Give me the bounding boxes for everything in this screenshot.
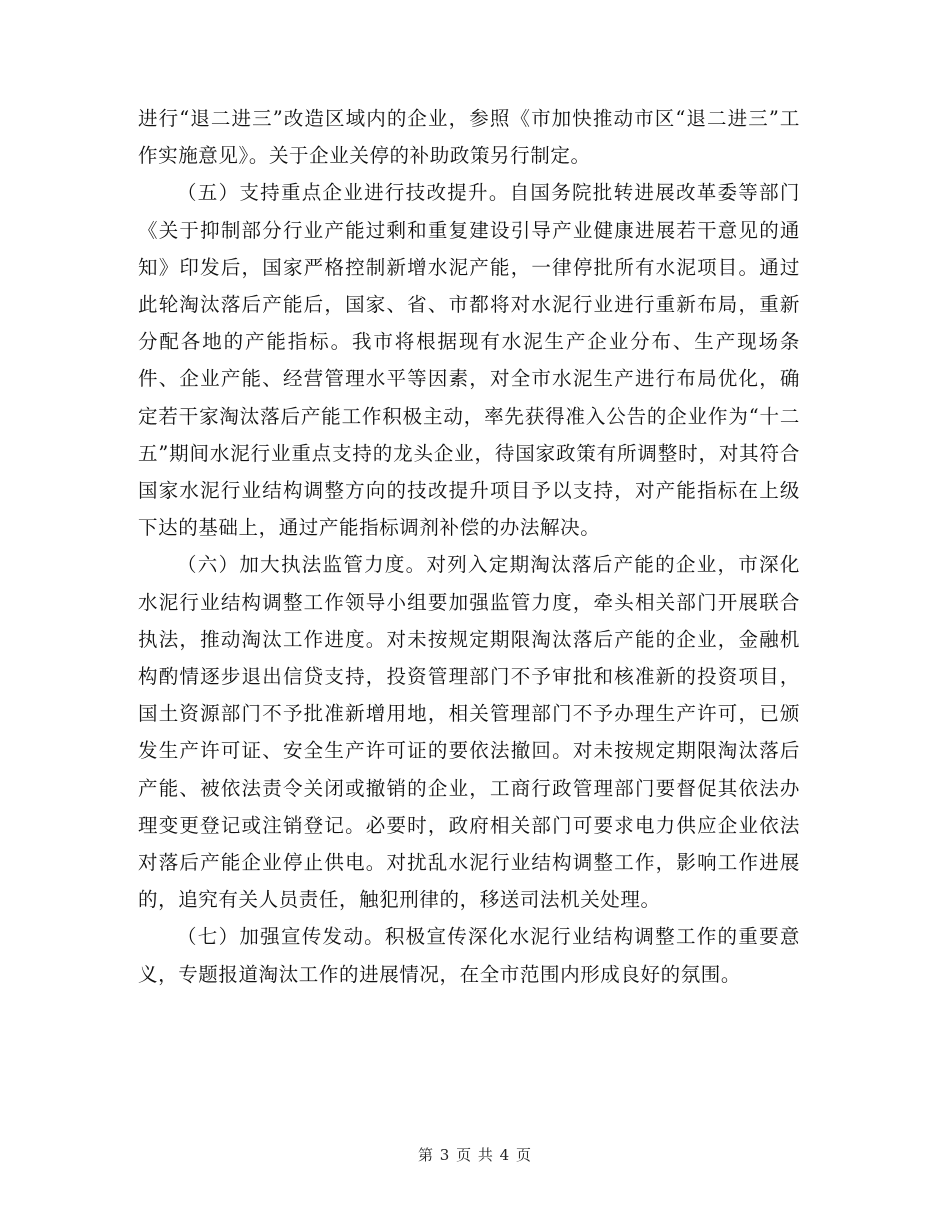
paragraph-section-6: （六）加大执法监管力度。对列入定期淘汰落后产能的企业，市深化水泥行业结构调整工作领导小组要加强监管力度，牵头相关部门开展联合执法，推动淘汰工作进度。对未按规定期限淘汰落后产能的企业，金融机构酌情逐步退出信贷支持，投资管理部门不予审批和核准新的投资项目，国土资源部门不予批准新增用地，相关管理部门不予办理生产许可，已颁发生产许可证、安全生产许可证的要依法撤回。对未按规定期限淘汰落后产能、被依法责令关闭或撤销的企业，工商行政管理部门要督促其依法办理变更登记或注销登记。必要时，政府相关部门可要求电力供应企业依法对落后产能企业停止供电。对扰乱水泥行业结构调整工作，影响工作进展的，追究有关人员责任，触犯刑律的，移送司法机关处理。 xyxy=(138,553,800,912)
paragraph-continuation: 进行“退二进三”改造区域内的企业，参照《市加快推动市区“退二进三”工作实施意见》。关于企业关停的补助政策另行制定。 xyxy=(138,107,800,168)
paragraph-section-7: （七）加强宣传发动。积极宣传深化水泥行业结构调整工作的重要意义，专题报道淘汰工作的进展情况，在全市范围内形成良好的氛围。 xyxy=(138,925,800,986)
document-body xyxy=(138,100,800,993)
paragraph-section-5: （五）支持重点企业进行技改提升。自国务院批转进展改革委等部门《关于抑制部分行业产能过剩和重复建设引导产业健康进展若干意见的通知》印发后，国家严格控制新增水泥产能，一律停批所有水泥项目。通过此轮淘汰落后产能后，国家、省、市都将对水泥行业进行重新布局，重新分配各地的产能指标。我市将根据现有水泥生产企业分布、生产现场条件、企业产能、经营管理水平等因素，对全市水泥生产进行布局优化，确定若干家淘汰落后产能工作积极主动，率先获得准入公告的企业作为“十二五”期间水泥行业重点支持的龙头企业，待国家政策有所调整时，对其符合国家水泥行业结构调整方向的技改提升项目予以支持，对产能指标在上级下达的基础上，通过产能指标调剂补偿的办法解决。 xyxy=(138,181,800,540)
page-number-footer: 第 3 页 共 4 页 xyxy=(418,1146,532,1164)
